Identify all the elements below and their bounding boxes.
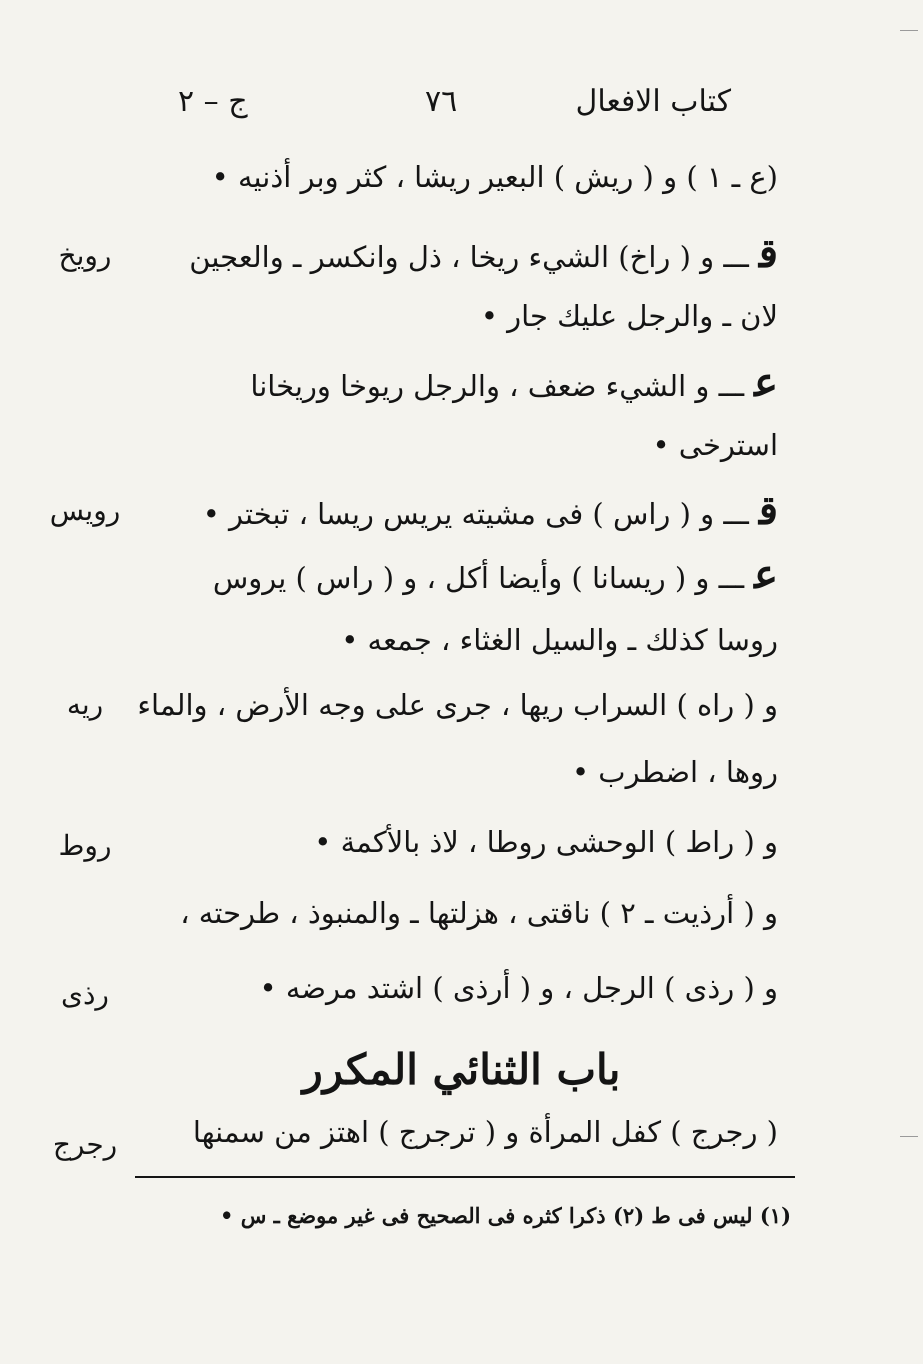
text-line [138, 1112, 778, 1152]
page-number: ٧٦ [425, 84, 458, 119]
text-line-body: روها ، اضطرب • [571, 755, 778, 789]
part-number: ج – ٢ [178, 84, 248, 119]
text-line [138, 551, 778, 598]
text-line [138, 487, 778, 534]
text-line-body: ـــ و ( راس ) فى مشيته يريس ريسا ، تبختر • [202, 497, 749, 531]
margin-root-word: ريه [66, 688, 104, 721]
text-line [138, 893, 778, 933]
text-line-body: ـــ و ( ريسانا ) وأيضا أكل ، و ( راس ) يروس [212, 561, 745, 595]
text-line-body: روسا كذلك ـ والسيل الغثاء ، جمعه • [341, 623, 778, 657]
text-line [138, 157, 778, 197]
footnote-divider [135, 1176, 795, 1178]
entry-marker: ع [754, 551, 778, 598]
text-line [138, 752, 778, 792]
margin-root-word: رويس [49, 494, 121, 527]
text-line-body: لان ـ والرجل عليك جار • [480, 299, 778, 333]
scan-edge-mark [900, 1136, 918, 1137]
text-line [138, 685, 778, 725]
text-line [138, 822, 778, 862]
entry-marker: ع [754, 359, 778, 406]
margin-root-word: رجرج [52, 1128, 118, 1161]
text-line-body: (ع ـ ١ ) و ( ريش ) البعير ريشا ، كثر وبر أذنيه • [211, 160, 778, 194]
section-title: باب الثنائي المكرر [302, 1045, 621, 1094]
text-line-body: و ( أرذيت ـ ٢ ) ناقتى ، هزلتها ـ والمنبوذ ، طرحته ، [180, 896, 778, 930]
text-line [138, 968, 778, 1008]
margin-root-word: روط [58, 829, 112, 862]
entry-marker: ق [758, 487, 778, 534]
text-line-body: و ( رذى ) الرجل ، و ( أرذى ) اشتد مرضه • [259, 971, 778, 1005]
text-line-body: و ( راه ) السراب ريها ، جرى على وجه الأرض ، والماء [137, 688, 778, 722]
text-line [138, 230, 778, 277]
text-line-body: استرخى • [652, 428, 778, 462]
scan-edge-mark [900, 30, 918, 31]
margin-root-word: رذى [61, 978, 109, 1011]
text-line [138, 359, 778, 406]
text-line-body: ـــ و ( راخ) الشيء ريخا ، ذل وانكسر ـ والعجين [189, 240, 749, 274]
footnote: (١) ليس فى ط (٢) ذكرا كثره فى الصحيح فى غير موضع ـ س • [219, 1203, 791, 1228]
text-line-body: ( رجرج ) كفل المرأة و ( ترجرج ) اهتز من سمنها [192, 1115, 778, 1149]
text-line [138, 425, 778, 465]
text-line-body: و ( راط ) الوحشى روطا ، لاذ بالأكمة • [314, 825, 778, 859]
entry-marker: ق [758, 230, 778, 277]
text-line [138, 620, 778, 660]
margin-root-word: رويخ [58, 239, 112, 272]
running-title: كتاب الافعال [575, 84, 731, 119]
text-line [138, 296, 778, 336]
text-line-body: ـــ و الشيء ضعف ، والرجل ريوخا وريخانا [250, 369, 745, 403]
